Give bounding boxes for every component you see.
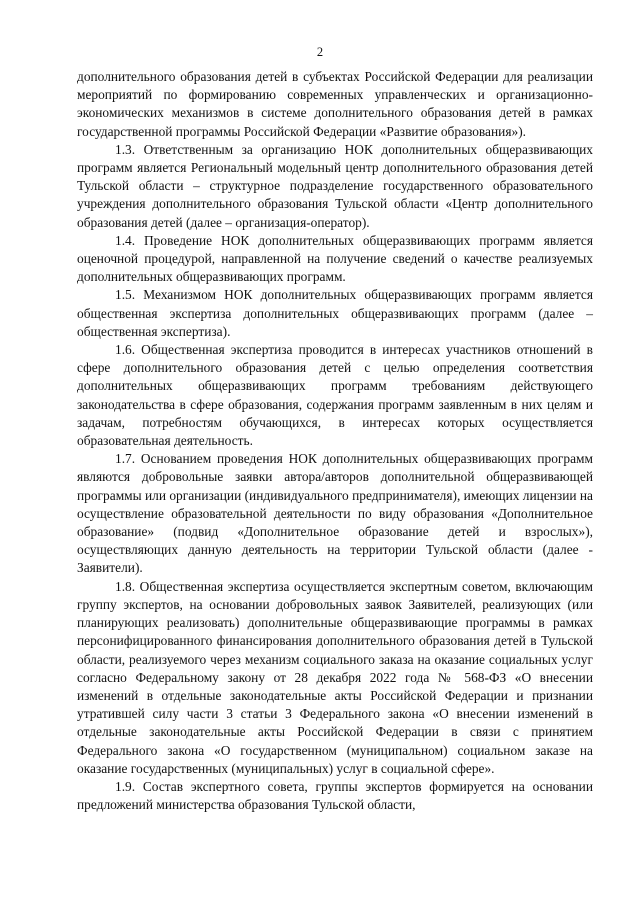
paragraph-1-7: 1.7. Основанием проведения НОК дополнительных общеразвивающих программ являются добровольные заявки автора/авторов дополнительной общеразвивающей программы или организации (индивидуального предпринимателя), имеющих лицензии на осуществление образовательной деятельности по виду образования «Дополнительное образование» (подвид «Дополнительное образование детей и взрослых»), осуществляющих данную деятельность на территории Тульской области (далее - Заявители). [77, 451, 593, 576]
paragraph-1-3: 1.3. Ответственным за организацию НОК дополнительных общеразвивающих программ является Региональный модельный центр дополнительного образования детей Тульской области – структурное подразделение государственного образовательного учреждения дополнительного образования Тульской области «Центр дополнительного образования детей (далее – организация-оператор). [77, 141, 593, 230]
paragraph-1-5: 1.5. Механизмом НОК дополнительных общеразвивающих программ является общественная экспертиза дополнительных общеразвивающих программ (далее – общественная экспертиза). [77, 287, 593, 339]
document-body [77, 68, 593, 814]
page-number: 2 [316, 45, 324, 59]
paragraph-1-9: 1.9. Состав экспертного совета, группы экспертов формируется на основании предложений министерства образования Тульской области, [77, 778, 593, 813]
paragraph-1-4: 1.4. Проведение НОК дополнительных общеразвивающих программ является оценочной процедурой, направленной на получение сведений о качестве реализуемых дополнительных общеразвивающих программ. [77, 232, 593, 285]
paragraph-1-8: 1.8. Общественная экспертиза осуществляется экспертным советом, включающим группу экспертов, на основании добровольных заявок Заявителей, реализующих (или планирующих реализовать) дополнительные общеразвивающие программы в рамках персонифицированного финансирования дополнительного образования детей в Тульской области, реализуемого через механизм социального заказа на оказание социальных услуг согласно Федеральному закону от 28 декабря 2022 года № 568-ФЗ «О внесении изменений в отдельные законодательные акты Российской Федерации и признании утратившей силу части 3 статьи 3 Федерального закона «О внесении изменений в отдельные законодательные акты Российской Федерации в связи с принятием Федерального закона «О государственном (муниципальном) социальном заказе на оказание государственных (муниципальных) услуг в социальной сфере». [77, 578, 593, 776]
paragraph-1-6: 1.6. Общественная экспертиза проводится в интересах участников отношений в сфере дополнительного образования детей с целью определения соответствия дополнительных общеразвивающих программ требованиям действующего законодательства в сфере образования, содержания программ заявленным в них целям и задачам, потребностям обучающихся, в интересах которых осуществляется образовательная деятельность. [77, 342, 593, 449]
paragraph-continuation: дополнительного образования детей в субъектах Российской Федерации для реализации мероприятий по формированию современных управленческих и организационно-экономических механизмов в системе дополнительного образования детей в рамках государственной программы Российской Федерации «Развитие образования»). [77, 69, 593, 139]
